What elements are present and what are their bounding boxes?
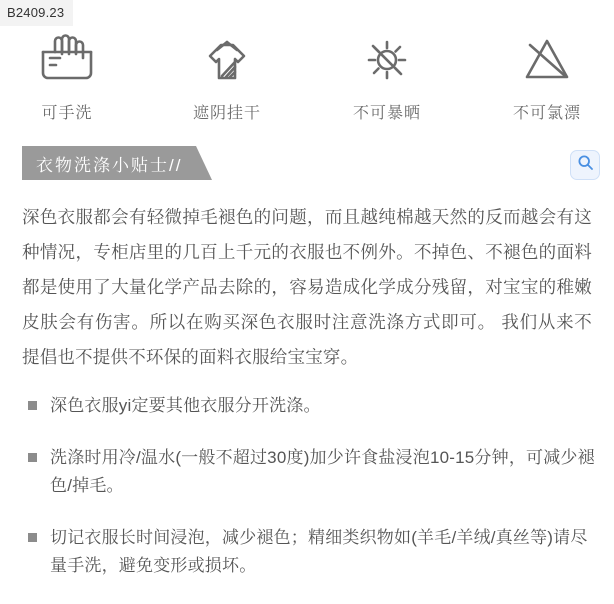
bullet-square-icon <box>28 453 37 462</box>
care-icon-item <box>13 28 121 123</box>
shade-dry-icon <box>197 28 257 90</box>
list-item <box>28 392 598 420</box>
care-icon-label: 不可氯漂 <box>512 105 581 122</box>
bullet-square-icon <box>28 533 37 542</box>
section-heading <box>22 146 212 180</box>
list-item-text: 切记衣服长时间浸泡，减少褪色；精细类织物如(羊毛/羊绒/真丝等)请尽量手洗，避免变形或损坏。 <box>50 528 588 576</box>
no-bleach-icon <box>517 28 577 90</box>
list-item <box>28 444 598 500</box>
hand-wash-icon <box>37 28 97 90</box>
care-icon-label: 不可暴晒 <box>352 105 421 122</box>
search-button[interactable] <box>570 150 600 180</box>
care-icon-label: 可手洗 <box>41 105 93 122</box>
section-heading-label: 衣物洗涤小贴士// <box>22 146 196 180</box>
search-icon <box>577 154 594 176</box>
body-paragraph: 深色衣服都会有轻微掉毛褪色的问题，而且越纯棉越天然的反而越会有这种情况，专柜店里的几百上千元的衣服也不例外。不掉色、不褪色的面料都是使用了大量化学产品去除的，容易造成化学成分残留，对宝宝的稚嫩皮肤会有伤害。所以在购买深色衣服时注意洗涤方式即可。 我们从来不提倡也不提供不环保的面料衣服给宝宝穿。 <box>22 207 592 367</box>
list-item-text: 深色衣服yi定要其他衣服分开洗涤。 <box>50 396 321 415</box>
care-icon-item <box>493 28 601 123</box>
care-icon-row <box>0 28 614 123</box>
no-sun-icon <box>357 28 417 90</box>
care-icon-label: 遮阴挂干 <box>192 105 261 122</box>
list-item <box>28 524 598 580</box>
care-icon-item <box>173 28 281 123</box>
product-code-badge: B2409.23 <box>0 0 73 26</box>
care-icon-item <box>333 28 441 123</box>
tips-list <box>28 392 598 604</box>
list-item-text: 洗涤时用冷/温水(一般不超过30度)加少许食盐浸泡10-15分钟，可减少褪色/掉毛。 <box>50 448 595 496</box>
section-heading-arrow <box>196 146 212 180</box>
bullet-square-icon <box>28 401 37 410</box>
